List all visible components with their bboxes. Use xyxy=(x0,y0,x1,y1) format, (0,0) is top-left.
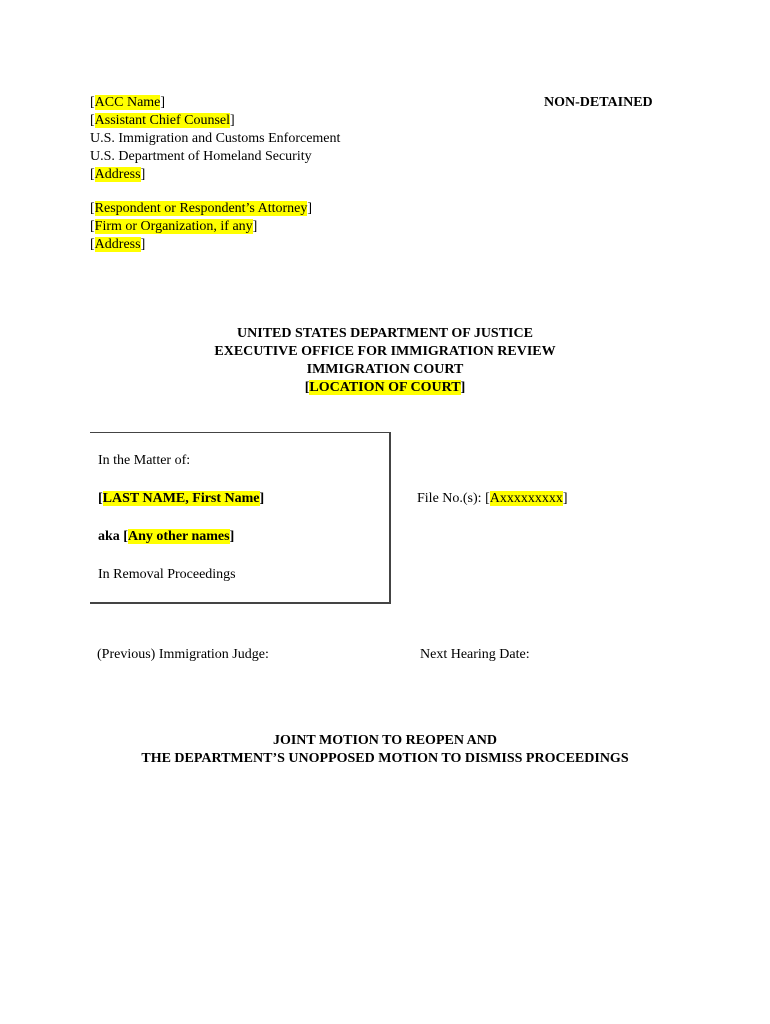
counsel-name: ACC Name xyxy=(94,95,161,110)
court-location-line: [LOCATION OF COURT] xyxy=(304,380,466,395)
court-heading xyxy=(0,325,770,397)
court-location: LOCATION OF COURT xyxy=(309,380,461,395)
counsel-department: U.S. Department of Homeland Security xyxy=(90,149,312,164)
respondent-address: Address xyxy=(94,237,141,252)
counsel-title-line: [Assistant Chief Counsel] xyxy=(90,113,235,128)
respondent-firm: Firm or Organization, if any xyxy=(94,219,253,234)
respondent-address-line: [Address] xyxy=(90,237,146,252)
respondent-caption-name: LAST NAME, First Name xyxy=(102,491,260,506)
court-line-3: IMMIGRATION COURT xyxy=(306,362,464,377)
matter-label: In the Matter of: xyxy=(98,453,191,468)
counsel-name-line: [ACC Name] xyxy=(90,95,166,110)
respondent-name-line: [Respondent or Respondent’s Attorney] xyxy=(90,201,313,216)
aka-names: Any other names xyxy=(127,529,230,544)
counsel-address-block xyxy=(90,94,340,184)
next-hearing-date-label: Next Hearing Date: xyxy=(420,647,530,662)
court-line-2: EXECUTIVE OFFICE FOR IMMIGRATION REVIEW xyxy=(214,344,556,359)
counsel-address-line: [Address] xyxy=(90,167,146,182)
aka-line: aka [Any other names] xyxy=(98,529,235,544)
aka-label: aka xyxy=(98,529,120,544)
counsel-address: Address xyxy=(94,167,141,182)
file-number-line: File No.(s): [Axxxxxxxxx] xyxy=(417,491,568,506)
proceedings-type: In Removal Proceedings xyxy=(98,567,236,582)
detention-status: NON-DETAINED xyxy=(544,95,653,110)
respondent-firm-line: [Firm or Organization, if any] xyxy=(90,219,258,234)
respondent-caption-name-line: [LAST NAME, First Name] xyxy=(98,491,265,506)
motion-title-line-1: JOINT MOTION TO REOPEN AND xyxy=(272,733,498,748)
file-number-label: File No.(s): xyxy=(417,491,482,506)
immigration-judge-label: (Previous) Immigration Judge: xyxy=(97,647,269,662)
respondent-address-block xyxy=(90,200,312,254)
court-line-1: UNITED STATES DEPARTMENT OF JUSTICE xyxy=(237,326,533,341)
counsel-title: Assistant Chief Counsel xyxy=(94,113,231,128)
respondent-name: Respondent or Respondent’s Attorney xyxy=(94,201,308,216)
motion-title xyxy=(0,732,770,768)
file-number-value: Axxxxxxxxx xyxy=(489,491,563,506)
counsel-agency: U.S. Immigration and Customs Enforcement xyxy=(90,131,341,146)
motion-title-line-2: THE DEPARTMENT’S UNOPPOSED MOTION TO DISMISS PROCEEDINGS xyxy=(141,751,629,766)
